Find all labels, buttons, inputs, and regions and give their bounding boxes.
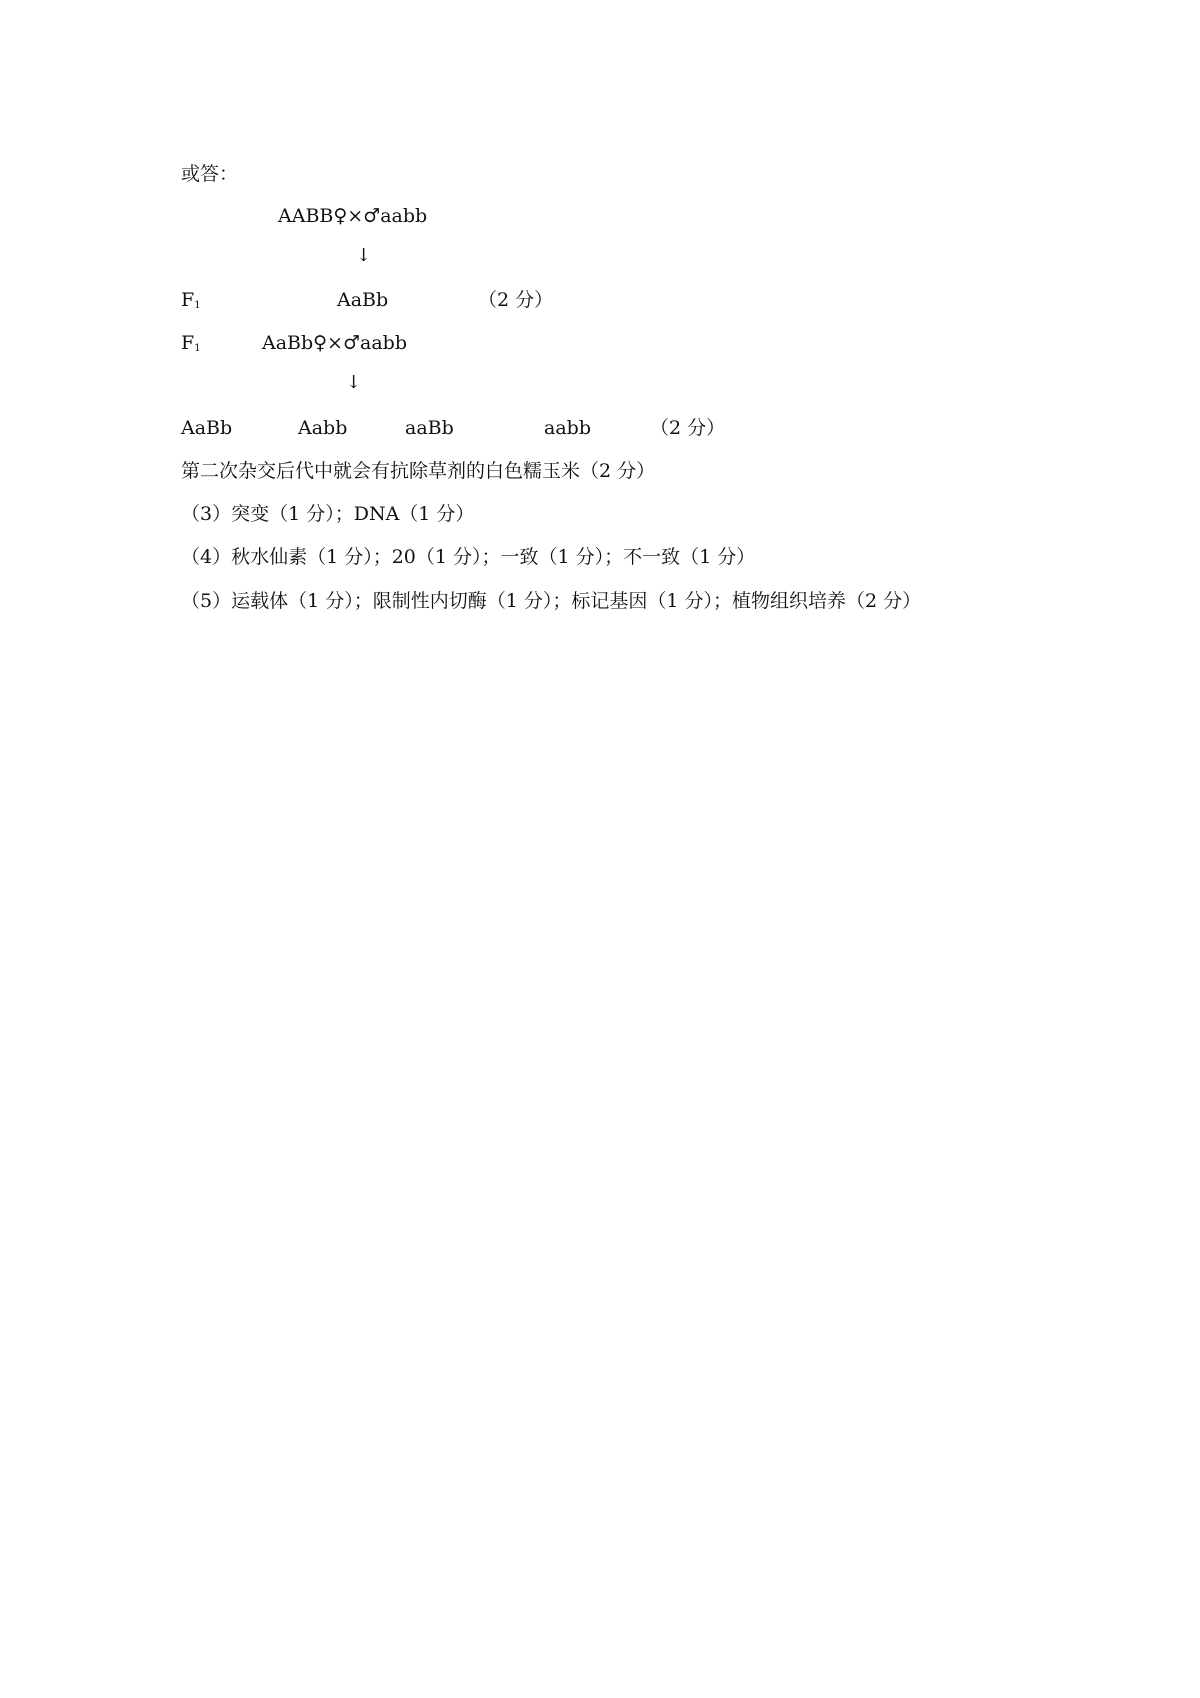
cross1-parents: AABB♀×♂aabb bbox=[278, 205, 428, 227]
answer-3: （3）突变（1 分）；DNA（1 分） bbox=[181, 503, 475, 525]
cross1-arrow-icon: ↓ bbox=[356, 245, 372, 266]
cross2-gen-letter: F bbox=[181, 332, 195, 354]
cross2-offspring-2: Aabb bbox=[298, 417, 348, 439]
cross2-generation-label bbox=[181, 331, 201, 361]
intro-text: 或答： bbox=[181, 163, 239, 185]
answer-4: （4）秋水仙素（1 分）；20（1 分）；一致（1 分）；不一致（1 分） bbox=[181, 546, 756, 568]
cross1-gen-letter: F bbox=[181, 289, 195, 311]
cross2-score: （2 分） bbox=[650, 417, 726, 439]
cross1-score: （2 分） bbox=[478, 289, 554, 311]
cross2-offspring-1: AaBb bbox=[181, 417, 233, 439]
conclusion-text: 第二次杂交后代中就会有抗除草剂的白色糯玉米（2 分） bbox=[181, 460, 656, 482]
answer-5: （5）运载体（1 分）；限制性内切酶（1 分）；标记基因（1 分）；植物组织培养（2 分） bbox=[181, 590, 922, 612]
cross2-parents: AaBb♀×♂aabb bbox=[262, 332, 407, 354]
cross1-offspring: AaBb bbox=[337, 289, 389, 311]
cross2-arrow-icon: ↓ bbox=[346, 372, 362, 393]
cross2-offspring-3: aaBb bbox=[405, 417, 454, 439]
cross1-generation-label bbox=[181, 288, 201, 318]
cross2-gen-subscript: 1 bbox=[194, 343, 201, 354]
cross1-gen-subscript: 1 bbox=[194, 300, 201, 311]
cross2-offspring-4: aabb bbox=[544, 417, 591, 439]
